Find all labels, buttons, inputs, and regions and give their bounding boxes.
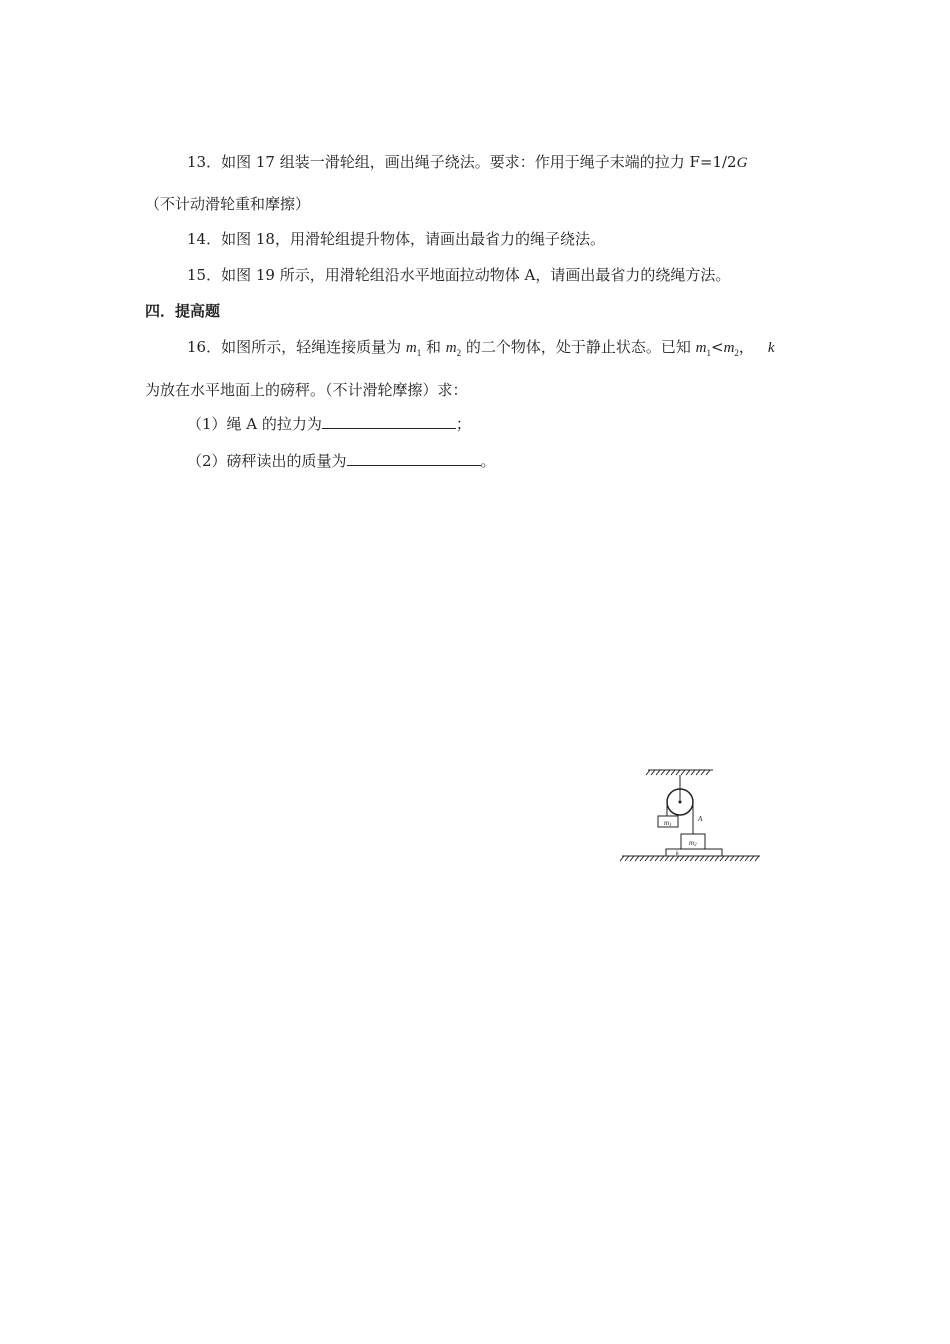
q16-cmp-m1 [696, 340, 711, 356]
q15-text: 15．如图 19 所示，用滑轮组沿水平地面拉动物体 A，请画出最省力的绕绳方法。 [187, 266, 731, 284]
answer-blank-1[interactable] [322, 414, 456, 429]
q16-cmp-m1-letter: m [695, 340, 707, 356]
pulley-diagram [618, 762, 768, 872]
q16-cmp-m2-sub: 2 [734, 348, 739, 358]
q16-m2-letter: m [445, 340, 457, 356]
q16-m2-sub: 2 [456, 348, 462, 358]
q16-cmp-m2 [724, 340, 739, 356]
answer-blank-2[interactable] [347, 451, 481, 466]
ground [620, 856, 760, 861]
q16-cmp-m2-letter: m [723, 340, 735, 356]
q16-cmp-m1-sub: 1 [706, 348, 711, 358]
q16-m1-letter: m [405, 340, 417, 356]
q16-subquestion-2 [187, 451, 496, 471]
q16-text-a: 16．如图所示，轻绳连接质量为 [187, 338, 406, 356]
pulley-axle [679, 801, 682, 804]
q16-subquestion-1 [187, 414, 471, 434]
sub-q1-end: ； [455, 415, 471, 433]
q16-k: k [767, 340, 775, 356]
q16-comma: ， [738, 338, 754, 356]
q13-variable-g: G [736, 155, 748, 171]
q16-lt: < [710, 338, 724, 356]
ceiling [646, 770, 713, 775]
q14-text: 14．如图 18，用滑轮组提升物体，请画出最省力的绳子绕法。 [187, 230, 605, 248]
q16-m2 [446, 340, 461, 356]
scale-k [666, 849, 722, 856]
label-m2: m2 [689, 839, 697, 848]
label-rope-a: A [698, 815, 703, 823]
q16-line1 [187, 337, 775, 363]
q13-text: 13．如图 17 组装一滑轮组，画出绳子绕法。要求：作用于绳子末端的拉力 F=1/2 [187, 153, 737, 171]
section-title: 四．提高题 [145, 302, 221, 320]
label-m1: m1 [664, 819, 672, 828]
q16-m1 [406, 340, 421, 356]
sub-q1-label: （1）绳 A 的拉力为 [187, 415, 322, 433]
q16-and: 和 [421, 338, 446, 356]
q16-line2: 为放在水平地面上的磅秤。（不计滑轮摩擦）求： [145, 381, 468, 399]
q16-text-b: 的二个物体，处于静止状态。已知 [461, 338, 696, 356]
label-k: k [676, 851, 679, 857]
q13-line1 [187, 152, 747, 173]
q13-line2: （不计动滑轮重和摩擦） [145, 195, 311, 213]
sub-q2-label: （2）磅秤读出的质量为 [187, 452, 347, 470]
q16-m1-sub: 1 [416, 348, 422, 358]
sub-q2-end: 。 [480, 452, 496, 470]
